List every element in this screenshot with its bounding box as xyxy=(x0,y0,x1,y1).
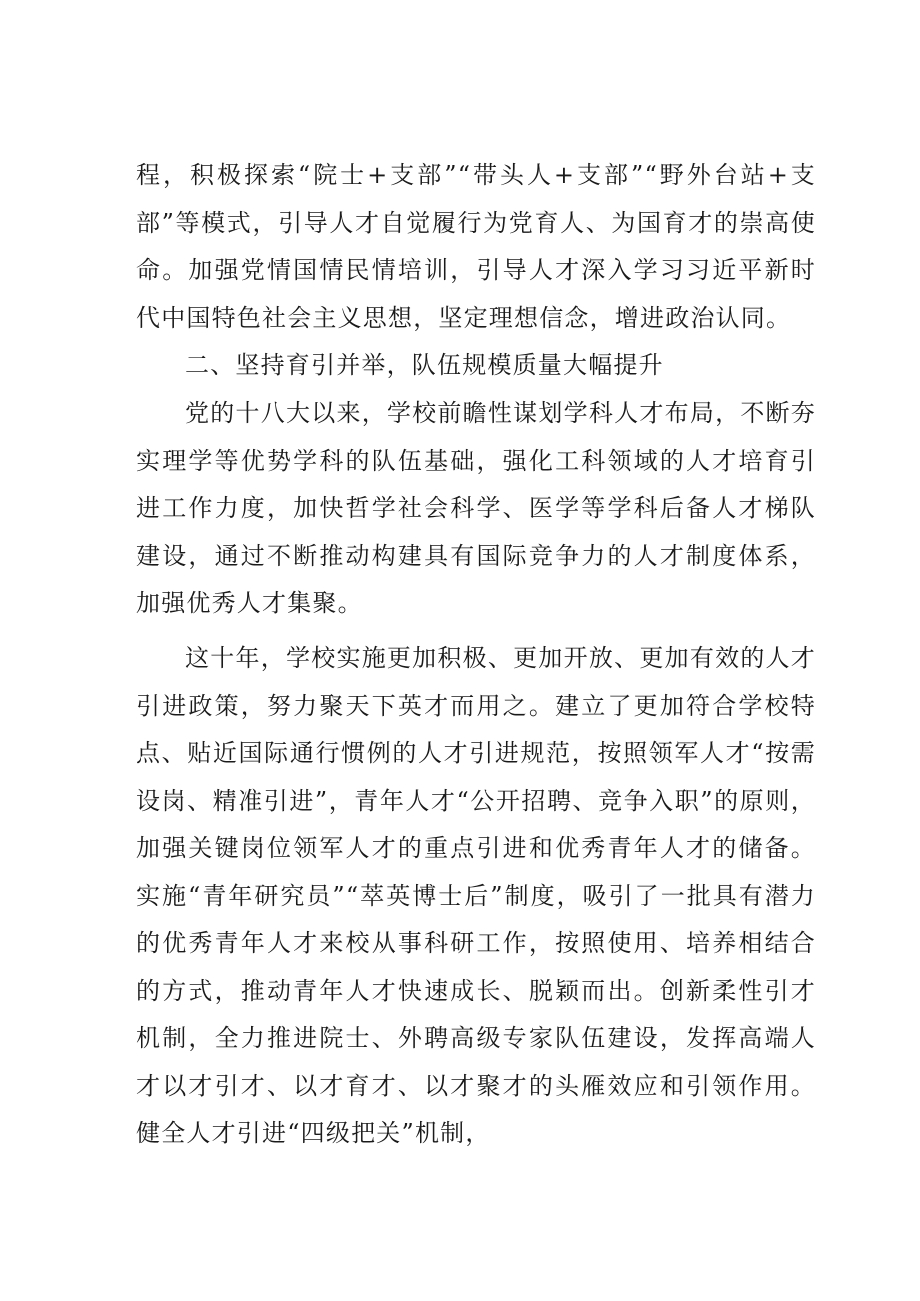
paragraph-talent-layout: 党的十八大以来，学校前瞻性谋划学科人才布局，不断夯实理学等优势学科的队伍基础，强化工科领域的人才培育引进工作力度，加快哲学社会科学、医学等学科后备人才梯队建设，通过不断推动构建具有国际竞争力的人才制度体系，加强优秀人才集聚。 xyxy=(136,399,816,617)
paragraph-continuation: 程，积极探索“院士+支部”“带头人+支部”“野外台站+支部”等模式，引导人才自觉履行为党育人、为国育才的崇高使命。加强党情国情民情培训，引导人才深入学习习近平新时代中国特色社会主义思想，坚定理想信念，增进政治认同。 xyxy=(136,161,816,332)
section-heading: 二、坚持育引并举，队伍规模质量大幅提升 xyxy=(185,351,664,379)
document-body xyxy=(136,152,816,1158)
paragraph-talent-recruitment: 这十年，学校实施更加积极、更加开放、更加有效的人才引进政策，努力聚天下英才而用之。建立了更加符合学校特点、贴近国际通行惯例的人才引进规范，按照领军人才“按需设岗、精准引进”，青年人才“公开招聘、竞争入职”的原则，加强关键岗位领军人才的重点引进和优秀青年人才的储备。实施“青年研究员”“萃英博士后”制度，吸引了一批具有潜力的优秀青年人才来校从事科研工作，按照使用、培养相结合的方式，推动青年人才快速成长、脱颖而出。创新柔性引才机制，全力推进院士、外聘高级专家队伍建设，发挥高端人才以才引才、以才育才、以才聚才的头雁效应和引领作用。健全人才引进“四级把关”机制， xyxy=(136,644,816,1147)
